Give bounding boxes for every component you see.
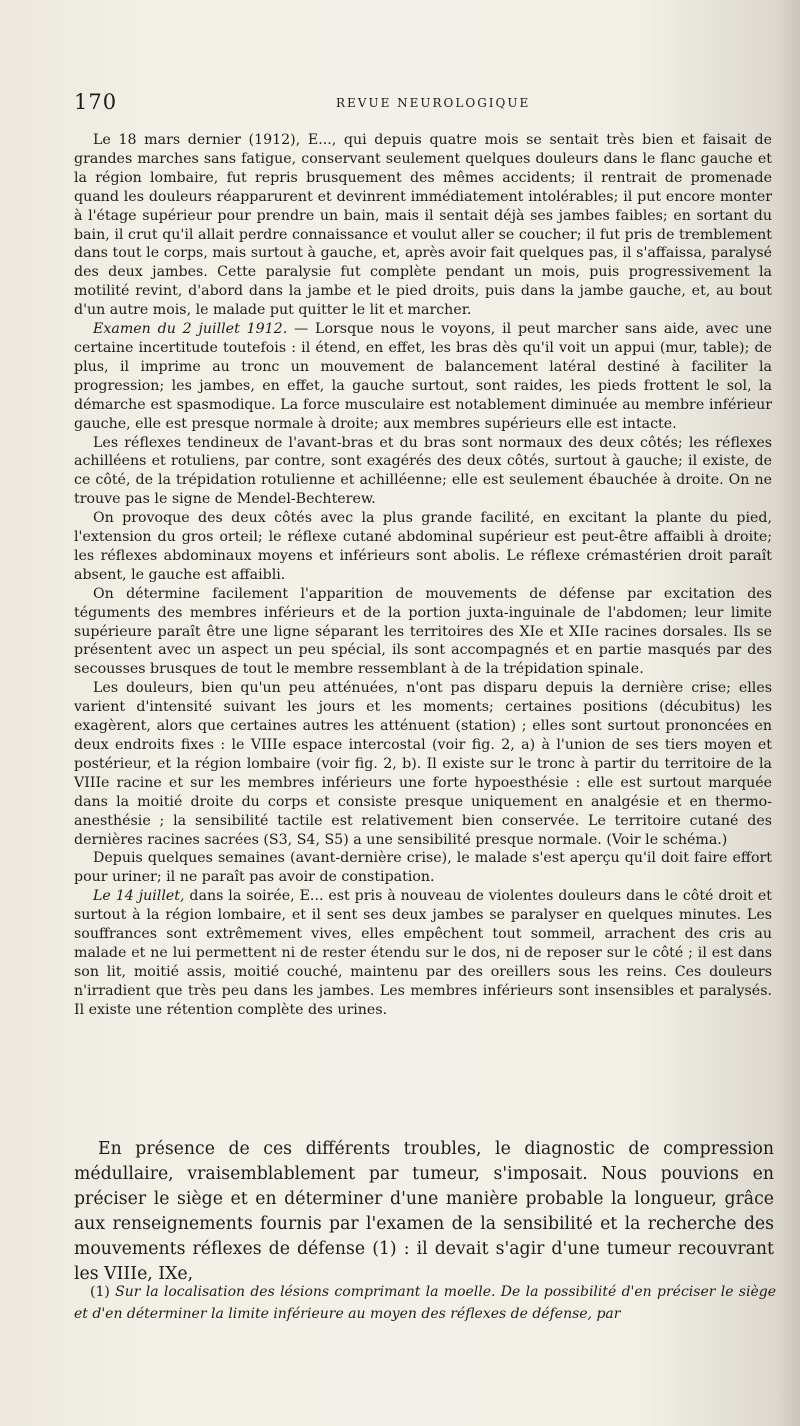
paragraph: Les douleurs, bien qu'un peu atténuées, n'ont pas disparu depuis la dernière crise; elles varient d'intensité suivant les jours et les moments; certaines positions (décubitus) les exagèrent, alors que certaines autres les atténuent (station) ; elles sont surtout prononcées en deux endroits fixes : le VIIIe espace intercostal (voir fig. 2, a) à l'union de ses tiers moyen et postérieur, et la région lombaire (voir fig. 2, b). Il existe sur le tronc à partir du territoire de la VIIIe racine et sur les membres inférieurs une forte hypoesthésie : elle est surtout marquée dans la moitié droite du corps et consiste presque uniquement en analgésie et en thermo-anesthésie ; la sensibilité tactile est relativement bien conservée. Le territoire cutané des dernières racines sacrées (S3, S4, S5) a une sensibilité presque normale. (Voir le schéma.): [74, 680, 772, 848]
paragraph-lead: Examen du 2 juillet 1912.: [93, 321, 288, 338]
footnote: [74, 1281, 776, 1325]
paragraph: Les réflexes tendineux de l'avant-bras et du bras sont normaux des deux côtés; les réflexes achilléens et rotuliens, par contre, sont exagérés des deux côtés, surtout à gauche; il existe, de ce côté, de la trépidation rotulienne et achilléenne; elle est seulement ébauchée à droite. On ne trouve pas le signe de Mendel-Bechterew.: [74, 434, 772, 508]
paragraph: On provoque des deux côtés avec la plus grande facilité, en excitant la plante du pied, l'extension du gros orteil; le réflexe cutané abdominal supérieur est peut-être affaibli à droite; les réflexes abdominaux moyens et inférieurs sont abolis. Le réflexe crémastérien droit paraît absent, le gauche est affaibli.: [74, 510, 772, 583]
paragraph: On détermine facilement l'apparition de mouvements de défense par excitation des téguments des membres inférieurs et de la portion juxta-inguinale de l'abdomen; leur limite supérieure paraît être une ligne séparant les territoires des XIe et XIIe racines dorsales. Ils se présentent avec un aspect un peu spécial, ils sont accompagnés et en partie masqués par des secousses brusques de tout le membre ressemblant à de la trépidation spinale.: [74, 585, 772, 678]
body-text: [74, 131, 772, 1020]
paragraph: Examen du 2 juillet 1912. — Lorsque nous le voyons, il peut marcher sans aide, avec une certaine incertitude toutefois : il étend, en effet, les bras dès qu'il voit un appui (mur, table); de plus, il imprime au tronc un mouvement de balancement latéral destiné à faciliter la progression; les jambes, en effet, la gauche surtout, sont raides, les pieds frottent le sol, la démarche est spasmodique. La force musculaire est notablement diminuée au membre inférieur gauche, elle est presque normale à droite; aux membres supérieurs elle est intacte.: [74, 321, 772, 432]
conclusion-text: [74, 1137, 774, 1287]
page-header: [74, 90, 776, 118]
conclusion-paragraph: En présence de ces différents troubles, le diagnostic de compression médullaire, vraisemblablement par tumeur, s'imposait. Nous pouvions en préciser le siège et en déterminer d'une manière probable la longueur, grâce aux renseignements fournis par l'examen de la sensibilité et la recherche des mouvements réflexes de défense (1) : il devait s'agir d'une tumeur recouvrant les VIIIe, IXe,: [74, 1139, 774, 1284]
footnote-text: Sur la localisation des lésions comprimant la moelle. De la possibilité d'en préciser le siège et d'en déterminer la limite inférieure au moyen des réflexes de défense, par: [74, 1284, 776, 1322]
paragraph: Depuis quelques semaines (avant-dernière crise), le malade s'est aperçu qu'il doit faire effort pour uriner; il ne paraît pas avoir de constipation.: [74, 850, 772, 886]
paragraph-lead: Le 14 juillet,: [93, 888, 185, 905]
footnote-marker: (1): [90, 1284, 110, 1300]
paragraph: Le 18 mars dernier (1912), E..., qui depuis quatre mois se sentait très bien et faisait de grandes marches sans fatigue, conservant seulement quelques douleurs dans le flanc gauche et la région lombaire, fut repris brusquement des mêmes accidents; il rentrait de promenade quand les douleurs réapparurent et devinrent immédiatement intolérables; il put encore monter à l'étage supérieur pour prendre un bain, mais il sentait déjà ses jambes faibles; en sortant du bain, il crut qu'il allait perdre connaissance et voulut aller se coucher; il fut pris de tremblement dans tout le corps, mais surtout à gauche, et, après avoir fait quelques pas, il s'affaissa, paralysé des deux jambes. Cette paralysie fut complète pendant un mois, puis progressivement la motilité revint, d'abord dans la jambe et le pied droits, puis dans la jambe gauche, et, au bout d'un autre mois, le malade put quitter le lit et marcher.: [74, 132, 772, 319]
paragraph: Le 14 juillet, dans la soirée, E... est pris à nouveau de violentes douleurs dans le côté droit et surtout à la région lombaire, et il sent ses deux jambes se paralyser en quelques minutes. Les souffrances sont extrêmement vives, elles empêchent tout sommeil, arrachent des cris au malade et ne lui permettent ni de rester étendu sur le dos, ni de reposer sur le côté ; il est dans son lit, moitié assis, moitié couché, maintenu par des oreillers sous les reins. Ces douleurs n'irradient que très peu dans les jambes. Les membres inférieurs sont insensibles et paralysés. Il existe une rétention complète des urines.: [74, 888, 773, 1018]
page-number: 170: [74, 90, 118, 114]
running-title: REVUE NEUROLOGIQUE: [336, 96, 531, 110]
